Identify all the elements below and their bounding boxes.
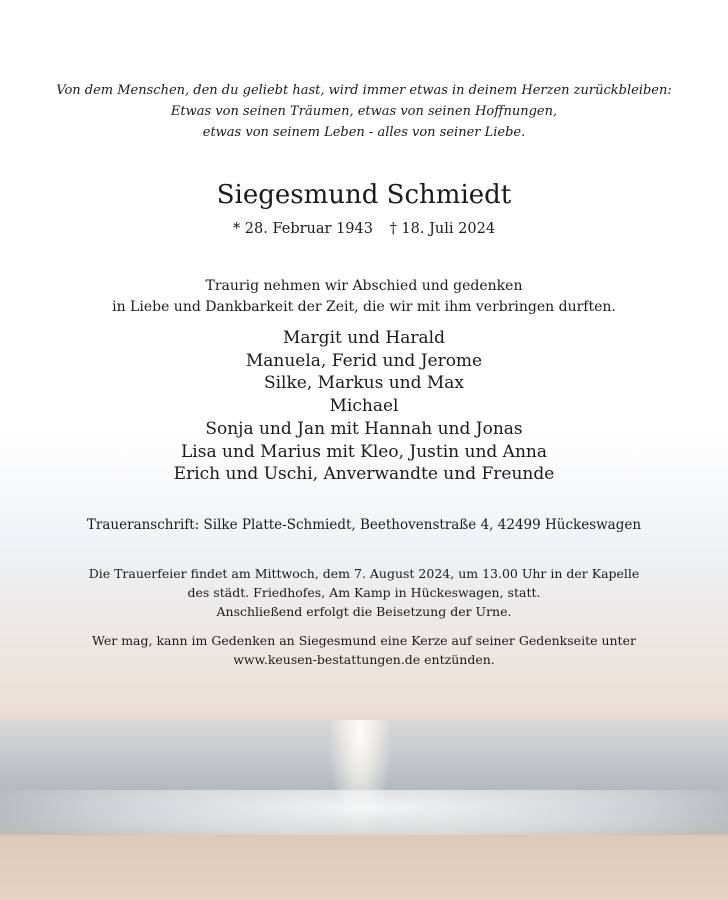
mourner-entry: Sonja und Jan mit Hannah und Jonas <box>205 418 523 439</box>
intro-line: in Liebe und Dankbarkeit der Zeit, die wir mit ihm verbringen durften. <box>112 299 616 315</box>
motto-quote <box>0 80 728 143</box>
mourner-entry: Michael <box>329 396 399 417</box>
life-dates <box>0 219 728 239</box>
mourner-entry: Erich und Uschi, Anverwandte und Freunde <box>173 464 555 485</box>
motto-line: Von dem Menschen, den du geliebt hast, wird immer etwas in deinem Herzen zurückbleiben: <box>56 83 672 98</box>
deceased-name: Siegesmund Schmiedt <box>216 180 512 210</box>
memorial-candle-info <box>0 631 728 669</box>
motto-line: Etwas von seinen Träumen, etwas von seinen Hoffnungen, <box>170 104 558 119</box>
mourner-entry: Silke, Markus und Max <box>263 373 465 394</box>
funeral-info-line: Die Trauerfeier findet am Mittwoch, dem 7. August 2024, um 13.00 Uhr in der Kapelle <box>88 566 640 581</box>
mourner-entry: Margit und Harald <box>283 328 445 348</box>
funeral-info <box>0 564 728 621</box>
mourner-entry: Lisa und Marius mit Kleo, Justin und Anna <box>181 441 547 462</box>
funeral-info-line: Anschließend erfolgt die Beisetzung der Urne. <box>216 604 512 619</box>
memorial-website: www.keusen-bestattungen.de entzünden. <box>233 652 495 667</box>
candle-info-line: Wer mag, kann im Gedenken an Siegesmund eine Kerze auf seiner Gedenkseite unter <box>92 633 636 648</box>
motto-line: etwas von seinem Leben - alles von seiner Liebe. <box>202 125 526 140</box>
mourning-address: Traueranschrift: Silke Platte-Schmiedt, Beethovenstraße 4, 42499 Hückeswagen <box>86 517 642 533</box>
intro-text <box>0 276 728 318</box>
intro-line: Traurig nehmen wir Abschied und gedenken <box>205 278 523 294</box>
birth-date: * 28. Februar 1943 <box>232 221 373 237</box>
death-date: † 18. Juli 2024 <box>389 221 496 237</box>
mourner-entry: Manuela, Ferid und Jerome <box>245 350 483 371</box>
beach-sand <box>0 835 728 900</box>
funeral-info-line: des städt. Friedhofes, Am Kamp in Hückeswagen, statt. <box>187 585 541 600</box>
mourners-list <box>0 327 728 486</box>
